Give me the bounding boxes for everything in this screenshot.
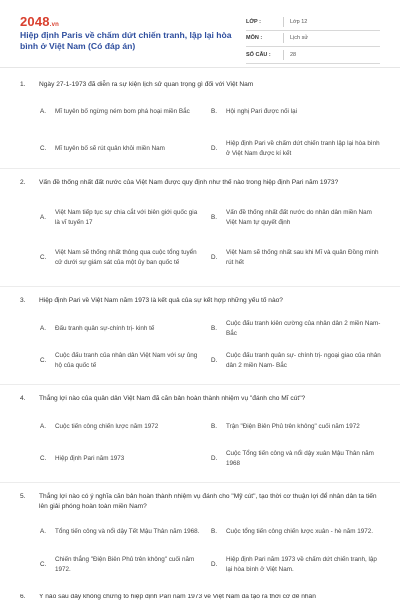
question-stem [20, 492, 380, 512]
option-a[interactable] [40, 417, 200, 437]
document-header [0, 0, 400, 62]
document-meta [246, 14, 380, 64]
question-stem [20, 80, 380, 90]
option-a[interactable] [40, 522, 200, 542]
meta-separator [283, 17, 284, 27]
option-b[interactable] [211, 208, 381, 228]
meta-row-class [246, 14, 380, 31]
option-letter: A. [40, 108, 46, 115]
meta-value: 28 [290, 51, 297, 58]
option-letter: A. [40, 214, 46, 221]
option-text: Hội nghị Pari được nối lại [226, 108, 297, 115]
option-b[interactable] [211, 102, 381, 122]
meta-separator [283, 33, 284, 43]
site-logo[interactable]: 2048.vn [20, 14, 60, 29]
option-letter: B. [211, 528, 217, 535]
option-c[interactable] [40, 139, 210, 159]
option-text: Việt Nam sẽ thống nhất sau khi Mĩ và quân Đồng minh rút hết [226, 249, 379, 266]
question-text: Thắng lợi nào của quân dân Việt Nam đã căn bản hoàn thành nhiệm vụ "đánh cho Mĩ cút"? [39, 395, 306, 402]
question-3 [0, 296, 400, 384]
question-number: 1. [20, 81, 26, 88]
question-divider [0, 384, 400, 385]
meta-value: Lịch sử [290, 35, 309, 42]
question-text: Hiệp định Pari về Việt Nam năm 1973 là kết quả của sự kết hợp những yếu tố nào? [39, 297, 283, 304]
option-b[interactable] [211, 522, 381, 542]
option-a[interactable] [40, 319, 200, 339]
option-text: Cuộc tiến công chiến lược năm 1972 [55, 423, 159, 430]
option-letter: B. [211, 214, 217, 221]
question-5 [0, 492, 400, 584]
option-letter: C. [40, 254, 47, 261]
option-c[interactable] [40, 243, 202, 273]
meta-row-subject [246, 31, 380, 48]
option-letter: D. [211, 145, 218, 152]
option-letter: C. [40, 357, 47, 364]
document-title: Hiệp định Paris về chấm dứt chiến tranh, lập lại hòa bình ở Việt Nam (Có đáp án) [20, 30, 232, 51]
question-6 [0, 594, 400, 600]
meta-row-question-count [246, 47, 380, 64]
option-d[interactable] [211, 248, 381, 268]
option-text: Chiến thắng "Điện Biên Phủ trên không" cuối năm 1972. [55, 556, 195, 573]
option-text: Vấn đề thống nhất đất nước do nhân dân miền Nam Việt Nam tự quyết định [226, 209, 372, 226]
question-number: 3. [20, 297, 26, 304]
option-text: Trận "Điện Biên Phủ trên không" cuối năm 1972 [226, 423, 360, 430]
meta-label: MÔN : [246, 35, 263, 42]
option-letter: D. [211, 254, 218, 261]
option-text: Mĩ tuyên bố sẽ rút quân khỏi miền Nam [55, 145, 165, 152]
question-text: Vấn đề thống nhất đất nước của Việt Nam được quy định như thế nào trong hiệp định Pari năm 1973? [39, 179, 339, 186]
option-text: Cuộc đấu tranh kiên cường của nhân dân 2 miền Nam- Bắc [226, 320, 381, 337]
option-text: Việt Nam sẽ thống nhất thông qua cuộc tổng tuyển cử dưới sự giám sát của một ủy ban quốc tế [55, 249, 197, 266]
question-divider [0, 482, 400, 483]
option-letter: A. [40, 423, 46, 430]
option-letter: C. [40, 455, 47, 462]
question-stem [20, 394, 380, 404]
option-text: Hiệp định Pari năm 1973 về chấm dứt chiến tranh, lập lại hòa bình ở Việt Nam. [226, 556, 377, 573]
question-stem [20, 296, 380, 306]
option-a[interactable] [40, 208, 200, 228]
option-d[interactable] [211, 449, 381, 469]
option-letter: D. [211, 357, 218, 364]
option-text: Việt Nam tiếp tục sự chia cắt với biên giới quốc gia là vĩ tuyến 17 [55, 209, 198, 226]
question-1 [0, 80, 400, 168]
option-letter: B. [211, 325, 217, 332]
option-letter: A. [40, 325, 46, 332]
meta-separator [283, 50, 284, 60]
option-letter: D. [211, 561, 218, 568]
meta-label: SỐ CÂU : [246, 51, 271, 58]
question-number: 2. [20, 179, 26, 186]
option-d[interactable] [211, 555, 381, 575]
option-text: Cuộc đấu tranh quân sự- chính trị- ngoại giao của nhân dân 2 miền Nam- Bắc [226, 352, 381, 369]
option-letter: B. [211, 423, 217, 430]
question-divider [0, 168, 400, 169]
option-text: Mĩ tuyên bố ngừng ném bom phá hoại miền Bắc [55, 108, 190, 115]
question-number: 4. [20, 395, 26, 402]
option-a[interactable] [40, 102, 190, 122]
option-c[interactable] [40, 351, 200, 371]
option-d[interactable] [211, 351, 381, 371]
question-stem [20, 594, 380, 600]
option-letter: C. [40, 145, 47, 152]
option-text: Cuộc Tổng tiến công và nổi dậy xuân Mậu Thân năm 1968 [226, 450, 374, 467]
option-text: Cuộc đấu tranh của nhân dân Việt Nam với sự ủng hộ của quốc tế [55, 352, 198, 369]
option-text: Hiệp định Pari năm 1973 [55, 455, 125, 462]
option-b[interactable] [211, 319, 381, 339]
question-number: 6. [20, 594, 26, 600]
question-number: 5. [20, 493, 26, 500]
question-4 [0, 394, 400, 482]
option-text: Tổng tiến công và nổi dậy Tết Mậu Thân năm 1968. [55, 528, 200, 535]
option-c[interactable] [40, 555, 200, 575]
meta-label: LỚP : [246, 18, 261, 25]
option-d[interactable] [211, 139, 383, 159]
question-text: Ngày 27-1-1973 đã diễn ra sự kiện lịch sử quan trọng gì đối với Việt Nam [39, 81, 254, 88]
question-text: Thắng lợi nào có ý nghĩa căn bản hoàn thành nhiệm vụ đánh cho "Mỹ cút", tạo thời cơ thuận lợi để nhân dân ta tiến lên giải phóng hoàn toàn miền Nam? [39, 493, 377, 510]
meta-value: Lớp 12 [290, 18, 308, 25]
option-letter: A. [40, 528, 46, 535]
header-divider [0, 67, 400, 68]
option-text: Cuộc tổng tiến công chiến lược xuân - hè năm 1972. [226, 528, 373, 535]
option-letter: C. [40, 561, 47, 568]
question-text: Ý nào sau đây không chứng tỏ hiệp định Pari năm 1973 về Việt Nam đã tạo ra thời cơ để nhân [39, 594, 316, 600]
question-divider [0, 286, 400, 287]
option-text: Đấu tranh quân sự-chính trị- kinh tế [55, 325, 155, 332]
option-c[interactable] [40, 449, 200, 469]
option-b[interactable] [211, 417, 381, 437]
question-2 [0, 178, 400, 286]
option-letter: D. [211, 455, 218, 462]
question-stem [20, 178, 380, 188]
option-text: Hiệp định Pari về chấm dứt chiến tranh lập lại hòa bình ở Việt Nam được kí kết [226, 140, 380, 157]
option-letter: B. [211, 108, 217, 115]
